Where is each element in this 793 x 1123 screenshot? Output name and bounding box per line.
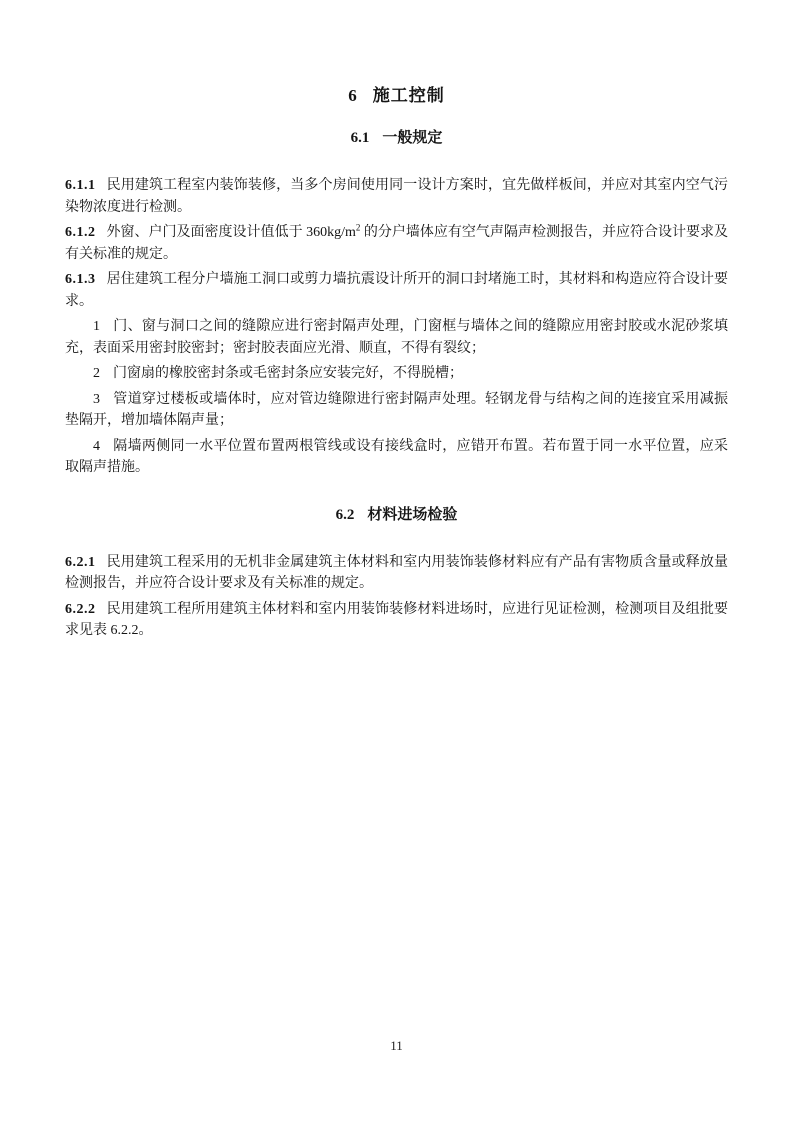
clause-text: 民用建筑工程所用建筑主体材料和室内用装饰装修材料进场时，应进行见证检测，检测项目及组批要求见表 6.2.2。 xyxy=(65,601,728,638)
clause-6-1-3-item-3 xyxy=(65,389,728,432)
clause-text: 居住建筑工程分户墙施工洞口或剪力墙抗震设计所开的洞口封堵施工时，其材料和构造应符合设计要求。 xyxy=(65,272,728,309)
page-number: 11 xyxy=(390,1038,403,1053)
clause-number: 6.2.1 xyxy=(65,554,96,570)
clause-text: 民用建筑工程采用的无机非金属建筑主体材料和室内用装饰装修材料应有产品有害物质含量或释放量检测报告，并应符合设计要求及有关标准的规定。 xyxy=(65,554,728,591)
item-number: 2 xyxy=(93,366,100,381)
item-number: 1 xyxy=(93,319,100,334)
section-number: 6.1 xyxy=(350,130,370,146)
clause-number: 6.1.3 xyxy=(65,272,96,287)
clause-6-1-3-item-4 xyxy=(65,436,728,479)
section-heading-6-2 xyxy=(65,505,728,526)
clause-6-1-3-item-2 xyxy=(65,363,728,385)
clause-6-1-3-item-1 xyxy=(65,316,728,359)
clause-6-1-2 xyxy=(65,222,728,265)
section-title: 材料进场检验 xyxy=(367,506,458,523)
clause-number: 6.1.1 xyxy=(65,178,96,193)
clause-number: 6.2.2 xyxy=(65,601,96,617)
clause-number: 6.1.2 xyxy=(65,225,96,240)
item-text: 隔墙两侧同一水平位置布置两根管线或设有接线盒时，应错开布置。若布置于同一水平位置，应采取隔声措施。 xyxy=(65,438,728,475)
section-heading-6-1 xyxy=(65,128,728,149)
clause-6-1-1 xyxy=(65,175,728,218)
item-number: 3 xyxy=(93,391,100,407)
chapter-number: 6 xyxy=(348,86,357,105)
chapter-heading xyxy=(65,84,728,107)
chapter-title: 施工控制 xyxy=(372,86,445,105)
item-number: 4 xyxy=(93,438,100,454)
clause-6-2-1 xyxy=(65,552,728,595)
clause-text: 民用建筑工程室内装饰装修，当多个房间使用同一设计方案时，宜先做样板间，并应对其室内空气污染物浓度进行检测。 xyxy=(65,178,728,215)
item-text: 门窗扇的橡胶密封条或毛密封条应安装完好，不得脱槽； xyxy=(113,366,463,381)
item-text: 管道穿过楼板或墙体时，应对管边缝隙进行密封隔声处理。轻钢龙骨与结构之间的连接宜采用减振垫隔开，增加墙体隔声量； xyxy=(65,391,728,428)
clause-6-1-3 xyxy=(65,269,728,312)
page-content xyxy=(65,84,728,646)
item-text: 门、窗与洞口之间的缝隙应进行密封隔声处理，门窗框与墙体之间的缝隙应用密封胶或水泥砂浆填充，表面采用密封胶密封；密封胶表面应光滑、顺直，不得有裂纹； xyxy=(65,319,728,356)
section-number: 6.2 xyxy=(335,506,355,523)
clause-6-2-2 xyxy=(65,599,728,642)
section-title: 一般规定 xyxy=(382,130,443,146)
clause-text: 外窗、户门及面密度设计值低于 $360kg/m^2$ 的分户墙体应有空气声隔声检测报告，并应符合设计要求及有关标准的规定。 xyxy=(65,222,729,262)
superscript-2: 2 xyxy=(355,222,361,233)
